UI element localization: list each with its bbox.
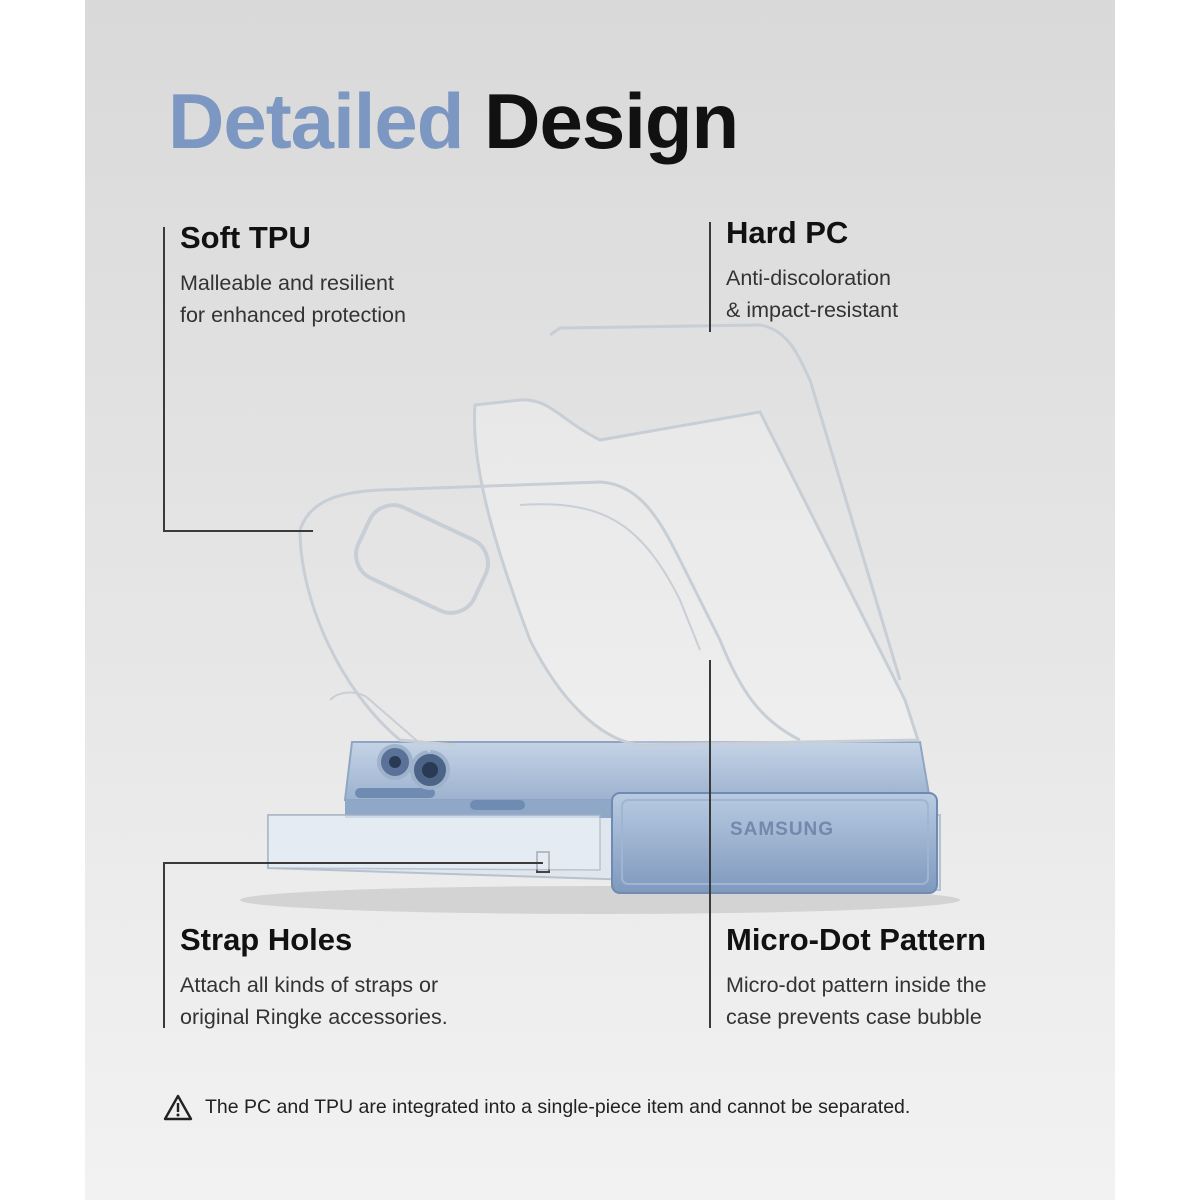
hard-pc-leader — [709, 222, 711, 332]
strap-holes-leader-horizontal — [163, 862, 543, 864]
disclaimer-text: The PC and TPU are integrated into a single-piece item and cannot be separated. — [205, 1096, 911, 1118]
feature-micro-dot — [726, 923, 987, 1033]
feature-desc-line2: original Ringke accessories. — [180, 1005, 448, 1030]
feature-desc-line1: Anti-discoloration — [726, 266, 891, 291]
soft-tpu-leader-horizontal — [163, 530, 313, 532]
micro-dot-leader — [709, 660, 711, 1028]
feature-title: Soft TPU — [180, 220, 311, 255]
feature-desc-line2: for enhanced protection — [180, 303, 406, 328]
brand-label: SAMSUNG — [729, 819, 835, 840]
clear-case — [300, 325, 918, 752]
feature-desc-line1: Malleable and resilient — [180, 271, 394, 296]
title-main: Design — [484, 77, 739, 165]
feature-desc-line2: case prevents case bubble — [726, 1005, 982, 1030]
feature-desc-line1: Attach all kinds of straps or — [180, 973, 439, 998]
feature-title: Hard PC — [726, 215, 849, 250]
warning-icon — [163, 1094, 193, 1121]
soft-tpu-leader-vertical — [163, 227, 165, 530]
feature-strap-holes — [180, 923, 448, 1033]
feature-desc-line2: & impact-resistant — [726, 298, 899, 323]
strap-holes-leader-vertical — [163, 862, 165, 1028]
feature-hard-pc — [726, 216, 898, 326]
feature-desc-line1: Micro-dot pattern inside the — [726, 973, 987, 998]
feature-title: Micro-Dot Pattern — [726, 922, 987, 957]
feature-title: Strap Holes — [180, 922, 353, 957]
disclaimer-note — [163, 1094, 910, 1121]
folded-phone — [268, 742, 940, 893]
title-accent: Detailed — [168, 77, 464, 165]
feature-soft-tpu — [180, 221, 406, 331]
